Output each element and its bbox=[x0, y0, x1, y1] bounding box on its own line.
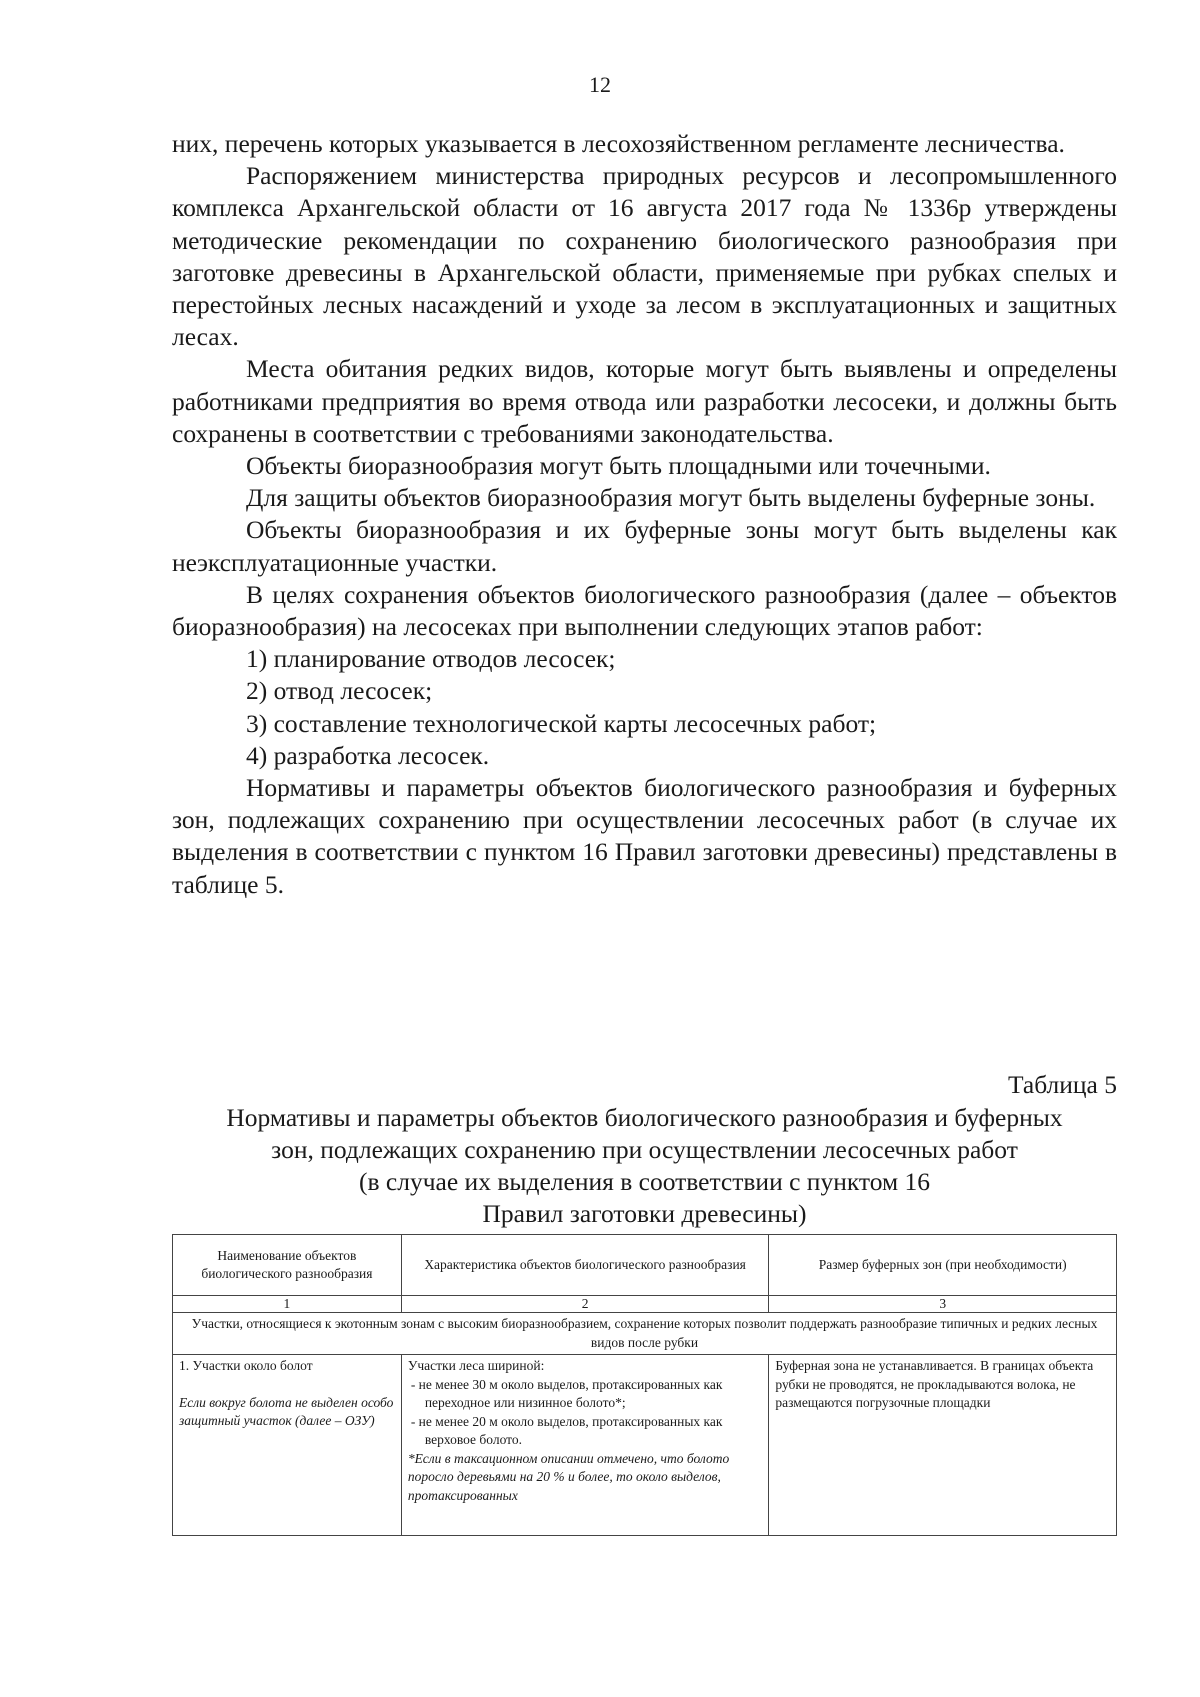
characteristic-item: - не менее 30 м около выделов, протаксированных как переходное или низинное болото*; bbox=[410, 1376, 723, 1410]
list-item: 2) отвод лесосек; bbox=[246, 676, 433, 706]
column-number: 2 bbox=[401, 1296, 769, 1313]
object-name: 1. Участки около болот bbox=[179, 1358, 313, 1373]
paragraph: Распоряжением министерства природных ресурсов и лесопромышленного комплекса Архангельской области от 16 августа 2017 года № 1336р утверждены методические рекомендации по сохранению биологического разнообразия при заготовке древесины в Архангельской области, применяемые при рубках спелых и перестойных лесных насаждений и уходе за лесом в эксплуатационных и защитных лесах. bbox=[172, 161, 1117, 352]
paragraph: Места обитания редких видов, которые могут быть выявлены и определены работниками предприятия во время отвода или разработки лесосеки, и должны быть сохранены в соответствии с требованиями законодательства. bbox=[172, 354, 1117, 448]
body-text bbox=[172, 128, 1117, 901]
header-cell: Характеристика объектов биологического разнообразия bbox=[401, 1235, 769, 1296]
table-row bbox=[173, 1355, 1117, 1536]
paragraph: них, перечень которых указывается в лесохозяйственном регламенте лесничества. bbox=[172, 129, 1065, 158]
object-name-note: Если вокруг болота не выделен особо защитный участок (далее – ОЗУ) bbox=[179, 1394, 394, 1428]
header-cell: Размер буферных зон (при необходимости) bbox=[769, 1235, 1117, 1296]
column-number-row bbox=[173, 1296, 1117, 1313]
paragraph: В целях сохранения объектов биологического разнообразия (далее – объектов биоразнообразия) на лесосеках при выполнении следующих этапов работ: bbox=[172, 579, 1117, 642]
table-title-line: (в случае их выделения в соответствии с пунктом 16 bbox=[359, 1167, 930, 1196]
paragraph: Объекты биоразнообразия могут быть площадными или точечными. bbox=[246, 451, 991, 481]
table-title bbox=[172, 1102, 1117, 1230]
norms-table bbox=[172, 1234, 1117, 1536]
paragraph: Объекты биоразнообразия и их буферные зоны могут быть выделены как неэксплуатационные участки. bbox=[172, 515, 1117, 577]
characteristic-intro: Участки леса шириной: bbox=[407, 1358, 545, 1373]
section-heading: Участки, относящиеся к экотонным зонам с высоким биоразнообразием, сохранение которых позволит поддержать разнообразие типичных и редких лесных видов после рубки bbox=[173, 1313, 1117, 1355]
characteristic-item: - не менее 20 м около выделов, протаксированных как верховое болото. bbox=[410, 1413, 723, 1447]
section-row bbox=[173, 1313, 1117, 1355]
paragraph: Для защиты объектов биоразнообразия могут быть выделены буферные зоны. bbox=[246, 483, 1096, 513]
paragraph: Нормативы и параметры объектов биологического разнообразия и буферных зон, подлежащих сохранению при осуществлении лесосечных работ (в случае их выделения в соответствии с пунктом 16 Правил заготовки древесины) представлены в таблице 5. bbox=[172, 773, 1117, 899]
table-title-line: Правил заготовки древесины) bbox=[482, 1199, 807, 1228]
table-label: Таблица 5 bbox=[1007, 1070, 1117, 1099]
characteristic-note: *Если в таксационном описании отмечено, что болото поросло деревьями на 20 % и более, то около выделов, протаксированных bbox=[407, 1450, 730, 1503]
buffer-zone-cell: Буферная зона не устанавливается. В границах объекта рубки не проводятся, не прокладываются волока, не размещаются погрузочные площадки bbox=[769, 1355, 1117, 1536]
page-number: 12 bbox=[589, 72, 611, 97]
characteristic-cell bbox=[401, 1355, 769, 1536]
list-item: 3) составление технологической карты лесосечных работ; bbox=[246, 708, 877, 738]
table-title-line: Нормативы и параметры объектов биологического разнообразия и буферных bbox=[226, 1103, 1063, 1132]
table-title-line: зон, подлежащих сохранению при осуществлении лесосечных работ bbox=[271, 1135, 1018, 1164]
header-cell: Наименование объектов биологического разнообразия bbox=[173, 1235, 402, 1296]
list-item: 4) разработка лесосек. bbox=[246, 740, 490, 770]
column-number: 1 bbox=[173, 1296, 402, 1313]
table-header-row bbox=[173, 1235, 1117, 1296]
object-name-cell bbox=[173, 1355, 402, 1536]
list-item: 1) планирование отводов лесосек; bbox=[246, 644, 616, 674]
column-number: 3 bbox=[769, 1296, 1117, 1313]
